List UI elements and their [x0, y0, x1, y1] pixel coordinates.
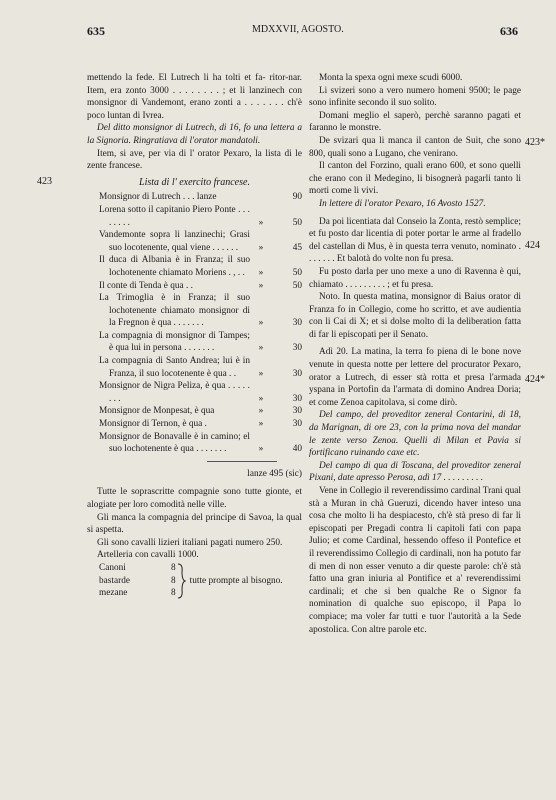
paragraph: Gli sono cavalli lizieri italiani pagati numero 250.: [97, 537, 283, 548]
list-item: Monsignor de Bonavalle è in camino; el suo lochotenente è qua . . . . . . . » 40: [99, 431, 302, 455]
paragraph: Item, si ave, per via di l' orator Pexaro, la lista di le zente francese.: [87, 148, 302, 172]
paragraph: Tutte le soprascritte compagnie sono tutte gionte, et alogiate per loro comodità nelle ville.: [87, 487, 302, 510]
paragraph: Del ditto monsignor di Lutrech, di 16, fo una lettera a la Signoria. Ringratiava di l'orator mandatoli.: [87, 123, 302, 146]
paragraph: Da poi licentiata dal Conseio la Zonta, restò semplice; et fu posto dar licentia di poter portar le arme al fradello del castellan di Mus, è in questa terra venuto, nominato . . . . . . . Et balotà do volte non fu presa.: [309, 216, 521, 265]
paragraph: Gli manca la compagnia del principe di Savoa, la qual si aspetta.: [87, 512, 302, 536]
left-column: [87, 72, 302, 600]
paragraph: Artelleria con cavalli 1000.: [97, 550, 199, 561]
divider: [207, 461, 277, 462]
list-item: Il duca di Albania è in Franza; il suo lochotenente chiamato Moriens . , . . » 50: [99, 255, 302, 278]
artillery-note: tutte prompte al bisogno.: [189, 575, 283, 586]
list-item: Lorena sotto il capitanio Piero Ponte . . . . . . . . » 50: [99, 204, 302, 228]
margin-number-right: 424*: [525, 374, 545, 385]
paragraph: Il canton del Forzino, quali erano 600, et sono quelli che erano con il Medegino, li bisognerà pagarli tanto li morti come li vivi.: [309, 161, 521, 197]
list-item: La compagnia di monsignor di Tampes; è qua lui in persona . . . . . . . » 30: [99, 330, 302, 354]
list-title: Lista di l' exercito francese.: [139, 176, 250, 188]
list-item: La Trimoglia è in Franza; il suo lochotenente chiamato monsignor di la Fregnon è qua . . . . . . . » 30: [99, 293, 302, 329]
paragraph: Li svizeri sono a vero numero homeni 9500; le page sono infinite secondo il suo solito.: [309, 85, 521, 109]
artillery-list: [99, 562, 302, 600]
margin-number-right: 423*: [525, 137, 545, 148]
list-item: Monsignor di Lutrech . . . lanze 90: [99, 192, 302, 203]
paragraph: Noto. In questa matina, monsignor di Baius orator di Franza fo in Collegio, come ho scritto, et ave audientia con li Cai di X; et si dolse molto di la deliberation fatta di far li episcopati per il Senato.: [309, 292, 521, 340]
list-item: bastarde 8: [99, 575, 176, 586]
running-header: MDXXVII, AGOSTO.: [252, 24, 344, 35]
list-item: Monsignor de Nigra Peliza, è qua . . . . . . . . » 30: [99, 381, 302, 404]
paragraph: Monta la spexa ogni mexe scudi 6000.: [319, 73, 463, 83]
paragraph: De svizari qua li manca il canton de Suit, che sono 800, quali sono a Lugano, che venirano.: [309, 135, 521, 159]
paragraph: mettendo la fede. El Lutrech li ha tolti et fa- ritor-nar. Item, era zonto 3000 . . . . . . . . ; et li lanzinech con monsignor di Vandemont, erano zonti a . . . . . . . ch'è poco luntan di Ivrea.: [87, 73, 302, 121]
paragraph: Vene in Collegio il reverendissimo cardinal Trani qual stà a Muran in chà Gueruzi, dicendo haver inteso una cosa che molto li ha despiacesto, ch'è stà preso di far li episcopati per Pregadi contra li capitoli fati con papa Julio; et come Cardinal, hessendo offeso il Pontefice et il reverendissimo Collegio di cardinali, non ha potuto far di men di non esser venuto a dir queste parole: ch'è stà fatto una gran iniuria al Pontifice et a' reverendissimi cardinali; et che si ben qualche Re o Signor fa nomination di qualche suo episcopo, il Papa lo compiace; ma voler far tutti e tuor l'autorità a la Sede apostolica. Con altre parole etc.: [309, 486, 521, 635]
list-item: Monsignor di Ternon, è qua . » 30: [99, 419, 302, 430]
margin-number-right: 424: [525, 240, 540, 251]
right-page-number: 636: [500, 24, 518, 38]
paragraph: Del campo di qua di Toscana, del proveditor zeneral Pixani, date apresso Perosa, adì 17 . . . . . . . . .: [309, 460, 521, 484]
paragraph: In lettere di l'orator Pexaro, 16 Avosto 1527.: [319, 198, 486, 209]
list-item: Monsignor de Monpesat, è qua » 30: [99, 406, 302, 417]
list-item: mezane 8: [99, 588, 176, 599]
army-list: [99, 191, 302, 455]
paragraph: Del campo, del proveditor zeneral Contarini, di 18, da Marignan, di ore 23, con la prima nova del mandar le zente verso Zenoa. Quelli di Milan et Pavia si fortificano ruinando caxe etc.: [309, 410, 521, 459]
paragraph: Adì 20. La matina, la terra fo piena di le bone nove venute in questa notte per lettere del procurator Pexaro, orator a Lutrech, di esser stà rotta et presa l'armada yspana in Portofin da l'armata di domino Andrea Doria; et come Zenoa capitolava, si come dirò.: [309, 347, 521, 408]
margin-number-left: 423: [37, 176, 52, 187]
paragraph: Domani meglio el saperò, perchè saranno pagati et faranno le monstre.: [309, 110, 521, 134]
paragraph: Fu posto darla per uno mexe a uno di Ravenna è qui, chiamato . . . . . . . . . ; et fu presa.: [309, 266, 521, 290]
brace-icon: [176, 563, 186, 599]
list-item: La compagnia di Santo Andrea; lui è in Franza, il suo locotenente è qua . . » 30: [99, 356, 302, 379]
left-page-number: 635: [87, 24, 105, 38]
list-item: Canoni 8: [99, 562, 176, 573]
right-column: [309, 72, 521, 636]
list-item: Il conte di Tenda è qua . . » 50: [99, 280, 302, 291]
list-item: Vandemonte sopra li lanzinechi; Grasi suo locotenente, qual viene . . . . . . » 45: [99, 230, 302, 253]
army-total: lanze 495 (sic): [247, 468, 302, 479]
